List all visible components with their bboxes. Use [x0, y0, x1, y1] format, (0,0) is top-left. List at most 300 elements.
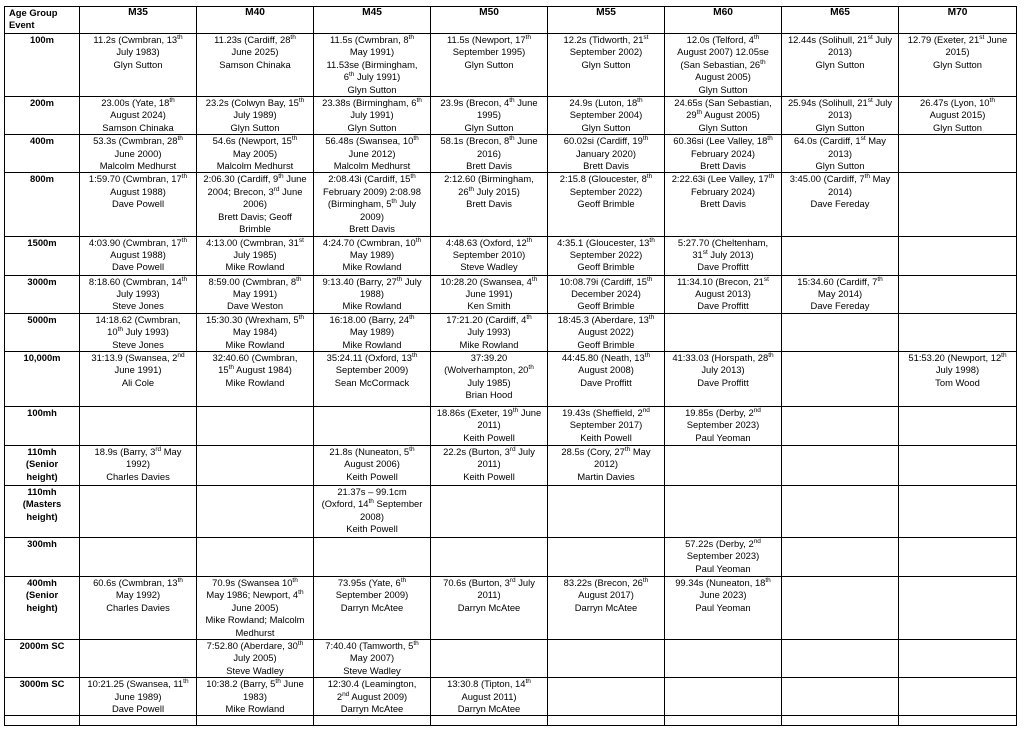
record-line: Paul Yeoman — [695, 601, 751, 613]
record-line: Glyn Sutton — [815, 121, 865, 133]
table-row — [5, 576, 1017, 639]
record-line: Medhurst — [235, 626, 275, 638]
ordinal-suffix: th — [642, 576, 649, 584]
record-line: 1983) — [243, 690, 267, 702]
event-name-cell — [5, 236, 80, 275]
record-line: 23.2s (Colwyn Bay, 15th — [205, 96, 305, 109]
record-line: Glyn Sutton — [815, 160, 865, 172]
ordinal-suffix: th — [416, 96, 422, 104]
record-line: Keith Powell — [346, 523, 398, 535]
record-line: September 2002) — [569, 46, 643, 58]
record-line: 12.44s (Solihull, 21st July — [787, 33, 893, 45]
ordinal-suffix: th — [228, 364, 234, 372]
record-line: Dave Proffitt — [697, 376, 749, 388]
record-line: Dave Powell — [111, 703, 165, 714]
record-line: June 2025) — [231, 46, 279, 58]
record-line: September 2022) — [569, 248, 643, 260]
header-row — [5, 7, 1017, 34]
table-row — [5, 173, 1017, 236]
record-cell-m55 — [548, 173, 665, 236]
record-line: Dave Proffitt — [580, 376, 632, 388]
record-line: Darryn McAtee — [340, 703, 404, 714]
event-name-cell — [5, 678, 80, 716]
record-line: 13:30.8 (Tipton, 14th — [447, 678, 531, 690]
record-line: Dave Fereday — [810, 198, 870, 210]
record-cell-m35 — [80, 351, 197, 406]
record-line: 56.48s (Swansea, 10th — [325, 135, 419, 147]
record-cell-m50 — [431, 236, 548, 275]
ordinal-suffix: st — [867, 96, 873, 104]
record-line: 26th July 2015) — [458, 185, 520, 197]
ordinal-suffix: th — [646, 275, 653, 283]
record-cell-m60 — [665, 236, 782, 275]
ordinal-suffix: th — [348, 71, 355, 79]
record-cell-m40 — [197, 716, 314, 726]
ordinal-suffix: th — [526, 236, 533, 244]
record-cell-m70 — [899, 173, 1017, 236]
record-line: 99.34s (Nuneaton, 18th — [675, 576, 771, 588]
ordinal-suffix: th — [509, 96, 515, 104]
record-line: Keith Powell — [580, 431, 632, 443]
record-line: 1995) — [477, 109, 501, 121]
record-line: September 2023) — [686, 419, 760, 431]
record-line: February 2024) — [690, 147, 756, 159]
record-cell-m65 — [782, 236, 899, 275]
record-line: July 1983) — [116, 46, 160, 58]
event-name-line: 2000m SC — [19, 639, 65, 651]
column-header-m40: M40 — [197, 7, 314, 34]
record-line: August 2017) — [578, 589, 634, 601]
record-line: Paul Yeoman — [695, 562, 751, 574]
record-line: 57.22s (Derby, 2nd — [685, 537, 761, 549]
ordinal-suffix: th — [409, 445, 415, 453]
event-name-cell — [5, 275, 80, 313]
record-line: 22.2s (Burton, 3rd July — [443, 445, 535, 457]
record-line: Steve Wadley — [460, 261, 518, 273]
record-cell-m60 — [665, 639, 782, 677]
record-cell-m60 — [665, 313, 782, 351]
record-line: 10:08.79i (Cardiff, 15th — [559, 275, 653, 287]
record-line: May 1986; Newport, 4th — [206, 589, 304, 601]
ordinal-suffix: th — [989, 96, 995, 104]
record-line: (Birmingham, 5th July — [327, 198, 417, 210]
ordinal-suffix: nd — [177, 351, 185, 359]
event-name-cell — [5, 313, 80, 351]
record-cell-m50 — [431, 406, 548, 445]
record-line: 11.53se (Birmingham, — [326, 58, 418, 70]
record-line: August 2005) — [695, 71, 751, 83]
record-cell-m40 — [197, 485, 314, 537]
record-line: Steve Jones — [112, 300, 164, 312]
ordinal-suffix: th — [413, 639, 419, 647]
event-name-line: height) — [26, 470, 58, 482]
record-line: 2009) — [360, 210, 384, 222]
record-cell-m45 — [314, 716, 431, 726]
record-line: Darryn McAtee — [457, 601, 521, 613]
record-cell-m60 — [665, 576, 782, 639]
record-line: May 1989) — [349, 326, 395, 338]
record-line: Keith Powell — [463, 431, 515, 443]
record-cell-m50 — [431, 639, 548, 677]
record-cell-m35 — [80, 135, 197, 173]
record-line: Mike Rowland — [225, 703, 285, 714]
record-line: 23.00s (Yate, 18th — [101, 96, 175, 109]
record-cell-m45 — [314, 236, 431, 275]
record-line: 29th August 2005) — [686, 109, 760, 121]
ordinal-suffix: th — [526, 313, 532, 321]
record-line: September 2004) — [569, 109, 643, 121]
event-name-line: 400m — [30, 135, 54, 147]
record-cell-m55 — [548, 639, 665, 677]
event-name-line: 200m — [30, 97, 54, 109]
record-cell-m70 — [899, 576, 1017, 639]
record-cell-m70 — [899, 275, 1017, 313]
record-line: 4:24.70 (Cwmbran, 10th — [322, 236, 422, 248]
record-line: 2015) — [945, 46, 970, 58]
record-line: June 2000) — [114, 147, 162, 159]
record-line: Mike Rowland — [342, 261, 402, 273]
event-name-line: 5000m — [27, 313, 57, 325]
event-name-cell — [5, 639, 80, 677]
column-header-m35: M35 — [80, 7, 197, 34]
record-line: Geoff Brimble — [577, 300, 635, 312]
record-cell-m55 — [548, 716, 665, 726]
record-line: 2:08.43i (Cardiff, 15th — [328, 173, 416, 185]
ordinal-suffix: nd — [753, 537, 761, 545]
ordinal-suffix: th — [525, 33, 531, 41]
ordinal-suffix: th — [409, 313, 415, 321]
ordinal-suffix: th — [528, 364, 534, 372]
record-line: 11.2s (Cwmbran, 13th — [93, 33, 183, 45]
record-cell-m45 — [314, 406, 431, 445]
ordinal-suffix: th — [767, 135, 773, 143]
record-line: Mike Rowland — [342, 338, 402, 350]
record-line: 10:28.20 (Swansea, 4th — [440, 275, 538, 287]
record-cell-m35 — [80, 576, 197, 639]
record-cell-m45 — [314, 97, 431, 135]
record-line: 2:22.63i (Lee Valley, 17th — [671, 173, 775, 185]
record-line: 2004; Brecon, 3rd June — [207, 185, 303, 197]
record-line: 73.95s (Yate, 6th — [337, 576, 407, 588]
ordinal-suffix: nd — [753, 406, 761, 414]
record-line: Brett Davis — [466, 160, 512, 172]
record-line: 11.5s (Cwmbran, 8th — [330, 33, 414, 45]
ordinal-suffix: th — [391, 198, 397, 206]
record-cell-m70 — [899, 639, 1017, 677]
record-line: May 1991) — [232, 287, 278, 299]
record-cell-m45 — [314, 678, 431, 716]
record-line: Glyn Sutton — [698, 83, 748, 95]
record-line: Brett Davis — [349, 223, 395, 235]
record-line: 1:59.70 (Cwmbran, 17th — [88, 173, 188, 185]
record-line: Glyn Sutton — [933, 58, 982, 70]
record-cell-m60 — [665, 485, 782, 537]
record-line: 31st July 2013) — [692, 248, 754, 260]
record-cell-m45 — [314, 173, 431, 236]
record-cell-m35 — [80, 97, 197, 135]
record-line: 18.9s (Barry, 3rd May — [94, 445, 182, 457]
table-row — [5, 351, 1017, 406]
record-line: 26.47s (Lyon, 10th — [920, 96, 995, 109]
record-line: 23.38s (Birmingham, 6th — [322, 96, 422, 109]
record-line: 25.94s (Solihull, 21st July — [787, 96, 893, 109]
record-cell-m70 — [899, 485, 1017, 537]
record-cell-m60 — [665, 678, 782, 716]
event-name-cell — [5, 445, 80, 485]
record-line: Mike Rowland — [459, 338, 519, 350]
record-cell-m50 — [431, 275, 548, 313]
record-cell-m40 — [197, 313, 314, 351]
record-line: August 1988) — [110, 185, 166, 197]
record-line: 2008) — [360, 510, 384, 522]
ordinal-suffix: th — [877, 275, 883, 283]
record-cell-m55 — [548, 135, 665, 173]
record-cell-m40 — [197, 445, 314, 485]
record-cell-m70 — [899, 406, 1017, 445]
record-line: 2011) — [477, 419, 501, 431]
ordinal-suffix: th — [509, 135, 515, 143]
event-name-cell — [5, 135, 80, 173]
record-line: 11.5s (Newport, 17th — [447, 33, 531, 45]
record-cell-m40 — [197, 173, 314, 236]
record-cell-m50 — [431, 313, 548, 351]
record-line: 18:45.3 (Aberdare, 13th — [557, 313, 655, 325]
ordinal-suffix: st — [702, 248, 708, 256]
record-line: Steve Jones — [112, 338, 164, 350]
table-row — [5, 485, 1017, 537]
record-line: August 2006) — [344, 458, 400, 470]
record-line: Geoff Brimble — [577, 338, 635, 350]
table-row — [5, 135, 1017, 173]
record-line: Tom Wood — [935, 376, 980, 388]
record-line: Brett Davis; Geoff — [218, 210, 292, 222]
record-line: 31:13.9 (Swansea, 2nd — [91, 351, 185, 363]
table-row — [5, 445, 1017, 485]
record-cell-m55 — [548, 485, 665, 537]
record-line: Glyn Sutton — [113, 58, 163, 70]
record-line: 4:03.90 (Cwmbran, 17th — [88, 236, 188, 248]
record-line: 2012) — [594, 458, 618, 470]
ordinal-suffix: th — [1001, 351, 1007, 359]
event-name-line: 3000m — [27, 275, 57, 287]
record-line: August 2024) — [110, 109, 166, 121]
record-line: Keith Powell — [463, 470, 515, 482]
ordinal-suffix: th — [177, 33, 183, 41]
record-line: Malcolm Medhurst — [333, 160, 411, 172]
record-line: December 2024) — [571, 287, 641, 299]
record-line: July 1991) — [350, 109, 394, 121]
record-cell-m65 — [782, 678, 899, 716]
record-cell-m65 — [782, 351, 899, 406]
record-cell-m55 — [548, 313, 665, 351]
record-cell-m40 — [197, 406, 314, 445]
record-line: 24.65s (San Sebastian, — [674, 97, 772, 109]
record-cell-m35 — [80, 173, 197, 236]
record-line: 21.37s – 99.1cm — [337, 485, 407, 497]
record-line: Glyn Sutton — [464, 121, 514, 133]
record-line: July 1993) — [116, 287, 160, 299]
record-line: 1988) — [360, 287, 384, 299]
record-line: Glyn Sutton — [933, 121, 982, 133]
record-line: (Oxford, 14th September — [321, 498, 423, 510]
record-line: 2013) — [828, 109, 852, 121]
record-line: May 1992) — [115, 589, 161, 601]
record-line: June 2023) — [699, 589, 747, 601]
record-line: July 1985) — [467, 376, 511, 388]
record-line: September 2010) — [452, 248, 526, 260]
record-line: 2013) — [828, 46, 852, 58]
record-line: 2:15.8 (Gloucester, 8th — [559, 173, 653, 185]
ordinal-suffix: th — [648, 313, 655, 321]
record-cell-m70 — [899, 313, 1017, 351]
ordinal-suffix: th — [864, 173, 870, 181]
record-line: August 2011) — [461, 690, 517, 702]
record-line: 16:18.00 (Barry, 24th — [329, 313, 415, 325]
record-line: 10th July 1993) — [107, 326, 169, 338]
ordinal-suffix: th — [646, 173, 653, 181]
record-line: 4:35.1 (Gloucester, 13th — [557, 236, 655, 248]
table-row — [5, 236, 1017, 275]
record-line: 17:21.20 (Cardiff, 4th — [446, 313, 532, 325]
record-line: July 2013) — [701, 364, 745, 376]
record-cell-m35 — [80, 236, 197, 275]
record-cell-m70 — [899, 537, 1017, 576]
record-line: 12.0s (Telford, 4th — [686, 33, 760, 45]
record-line: Samson Chinaka — [219, 58, 291, 70]
record-line: 58.1s (Brecon, 8th June — [440, 135, 538, 147]
record-cell-m40 — [197, 576, 314, 639]
record-line: May 1989) — [349, 248, 395, 260]
record-line: 4:48.63 (Oxford, 12th — [445, 236, 533, 248]
ordinal-suffix: th — [642, 135, 649, 143]
ordinal-suffix: th — [291, 135, 298, 143]
record-cell-m45 — [314, 485, 431, 537]
record-line: 2016) — [477, 147, 501, 159]
record-cell-m50 — [431, 34, 548, 97]
record-cell-m40 — [197, 34, 314, 97]
record-line: Malcolm Medhurst — [216, 160, 294, 172]
record-cell-m50 — [431, 351, 548, 406]
record-line: September 1995) — [452, 46, 526, 58]
ordinal-suffix: th — [468, 185, 474, 193]
ordinal-suffix: th — [177, 576, 183, 584]
record-line: 35:24.11 (Oxford, 13th — [326, 351, 418, 363]
record-cell-m60 — [665, 406, 782, 445]
ordinal-suffix: st — [298, 236, 304, 244]
record-line: Brett Davis — [700, 198, 746, 210]
record-line: August 2022) — [578, 326, 634, 338]
record-cell-m60 — [665, 537, 782, 576]
ordinal-suffix: th — [649, 236, 655, 244]
record-line: Glyn Sutton — [698, 121, 748, 133]
record-line: May 2014) — [817, 287, 863, 299]
record-cell-m50 — [431, 537, 548, 576]
record-cell-m45 — [314, 34, 431, 97]
record-cell-m65 — [782, 34, 899, 97]
record-line: Martin Davies — [577, 470, 635, 482]
table-row — [5, 639, 1017, 677]
column-header-m70: M70 — [899, 7, 1017, 34]
record-cell-m60 — [665, 135, 782, 173]
record-line: August 2007) 12.05se — [677, 46, 769, 58]
record-cell-m70 — [899, 236, 1017, 275]
record-cell-m60 — [665, 97, 782, 135]
record-line: 2011) — [477, 589, 501, 601]
event-name-line: 100m — [30, 34, 54, 45]
record-line: Brett Davis — [583, 160, 629, 172]
record-line: 10:21.25 (Swansea, 11th — [87, 678, 189, 690]
event-name-cell — [5, 716, 80, 726]
record-cell-m65 — [782, 97, 899, 135]
record-line: 11.23s (Cardiff, 28th — [214, 33, 296, 45]
event-name-line: 400mh — [27, 576, 57, 588]
record-line: September 2022) — [569, 185, 643, 197]
ordinal-suffix: st — [860, 135, 866, 143]
event-name-line: 300mh — [27, 537, 57, 549]
table-row — [5, 537, 1017, 576]
ordinal-suffix: st — [867, 33, 873, 41]
ordinal-suffix: th — [278, 173, 284, 181]
ordinal-suffix: th — [368, 498, 374, 506]
record-line: Steve Wadley — [343, 664, 401, 676]
record-line: 19.43s (Sheffield, 2nd — [562, 406, 650, 418]
record-line: 9:13.40 (Barry, 27th July — [322, 275, 422, 287]
record-cell-m55 — [548, 97, 665, 135]
record-cell-m45 — [314, 351, 431, 406]
record-line: 1992) — [126, 458, 150, 470]
record-cell-m35 — [80, 275, 197, 313]
event-name-line: 1500m — [27, 236, 57, 248]
record-cell-m50 — [431, 576, 548, 639]
record-line: 3:45.00 (Cardiff, 7th May — [789, 173, 891, 185]
record-cell-m40 — [197, 236, 314, 275]
record-line: June 1989) — [114, 690, 162, 702]
column-header-m45: M45 — [314, 7, 431, 34]
record-line: 37:39.20 — [470, 351, 508, 363]
event-name-cell — [5, 576, 80, 639]
record-line: 15:30.30 (Wrexham, 5th — [205, 313, 304, 325]
record-cell-m35 — [80, 313, 197, 351]
ordinal-suffix: th — [760, 58, 766, 66]
record-line: August 2013) — [695, 287, 751, 299]
record-line: Geoff Brimble — [577, 261, 635, 273]
record-line: Glyn Sutton — [230, 121, 280, 133]
record-cell-m45 — [314, 445, 431, 485]
ordinal-suffix: th — [298, 313, 304, 321]
record-line: Dave Proffitt — [697, 261, 749, 273]
record-cell-m35 — [80, 406, 197, 445]
record-line: 53.3s (Cwmbran, 28th — [93, 135, 183, 147]
table-row — [5, 406, 1017, 445]
record-cell-m45 — [314, 313, 431, 351]
event-name-line: 3000m SC — [19, 678, 65, 690]
ordinal-suffix: nd — [642, 406, 650, 414]
record-line: 4:13.00 (Cwmbran, 31st — [206, 236, 304, 248]
record-cell-m70 — [899, 678, 1017, 716]
ordinal-suffix: th — [413, 135, 419, 143]
record-cell-m55 — [548, 34, 665, 97]
event-name-line: 10,000m — [23, 351, 61, 363]
record-cell-m60 — [665, 173, 782, 236]
record-line: Brimble — [239, 223, 271, 235]
record-cell-m50 — [431, 445, 548, 485]
ordinal-suffix: th — [531, 275, 538, 283]
ordinal-suffix: st — [643, 33, 649, 41]
record-cell-m35 — [80, 485, 197, 537]
corner-label-age-group: Age Group — [9, 7, 58, 18]
record-line: 64.0s (Cardiff, 1st May — [794, 135, 886, 147]
event-name-line: height) — [26, 510, 58, 522]
